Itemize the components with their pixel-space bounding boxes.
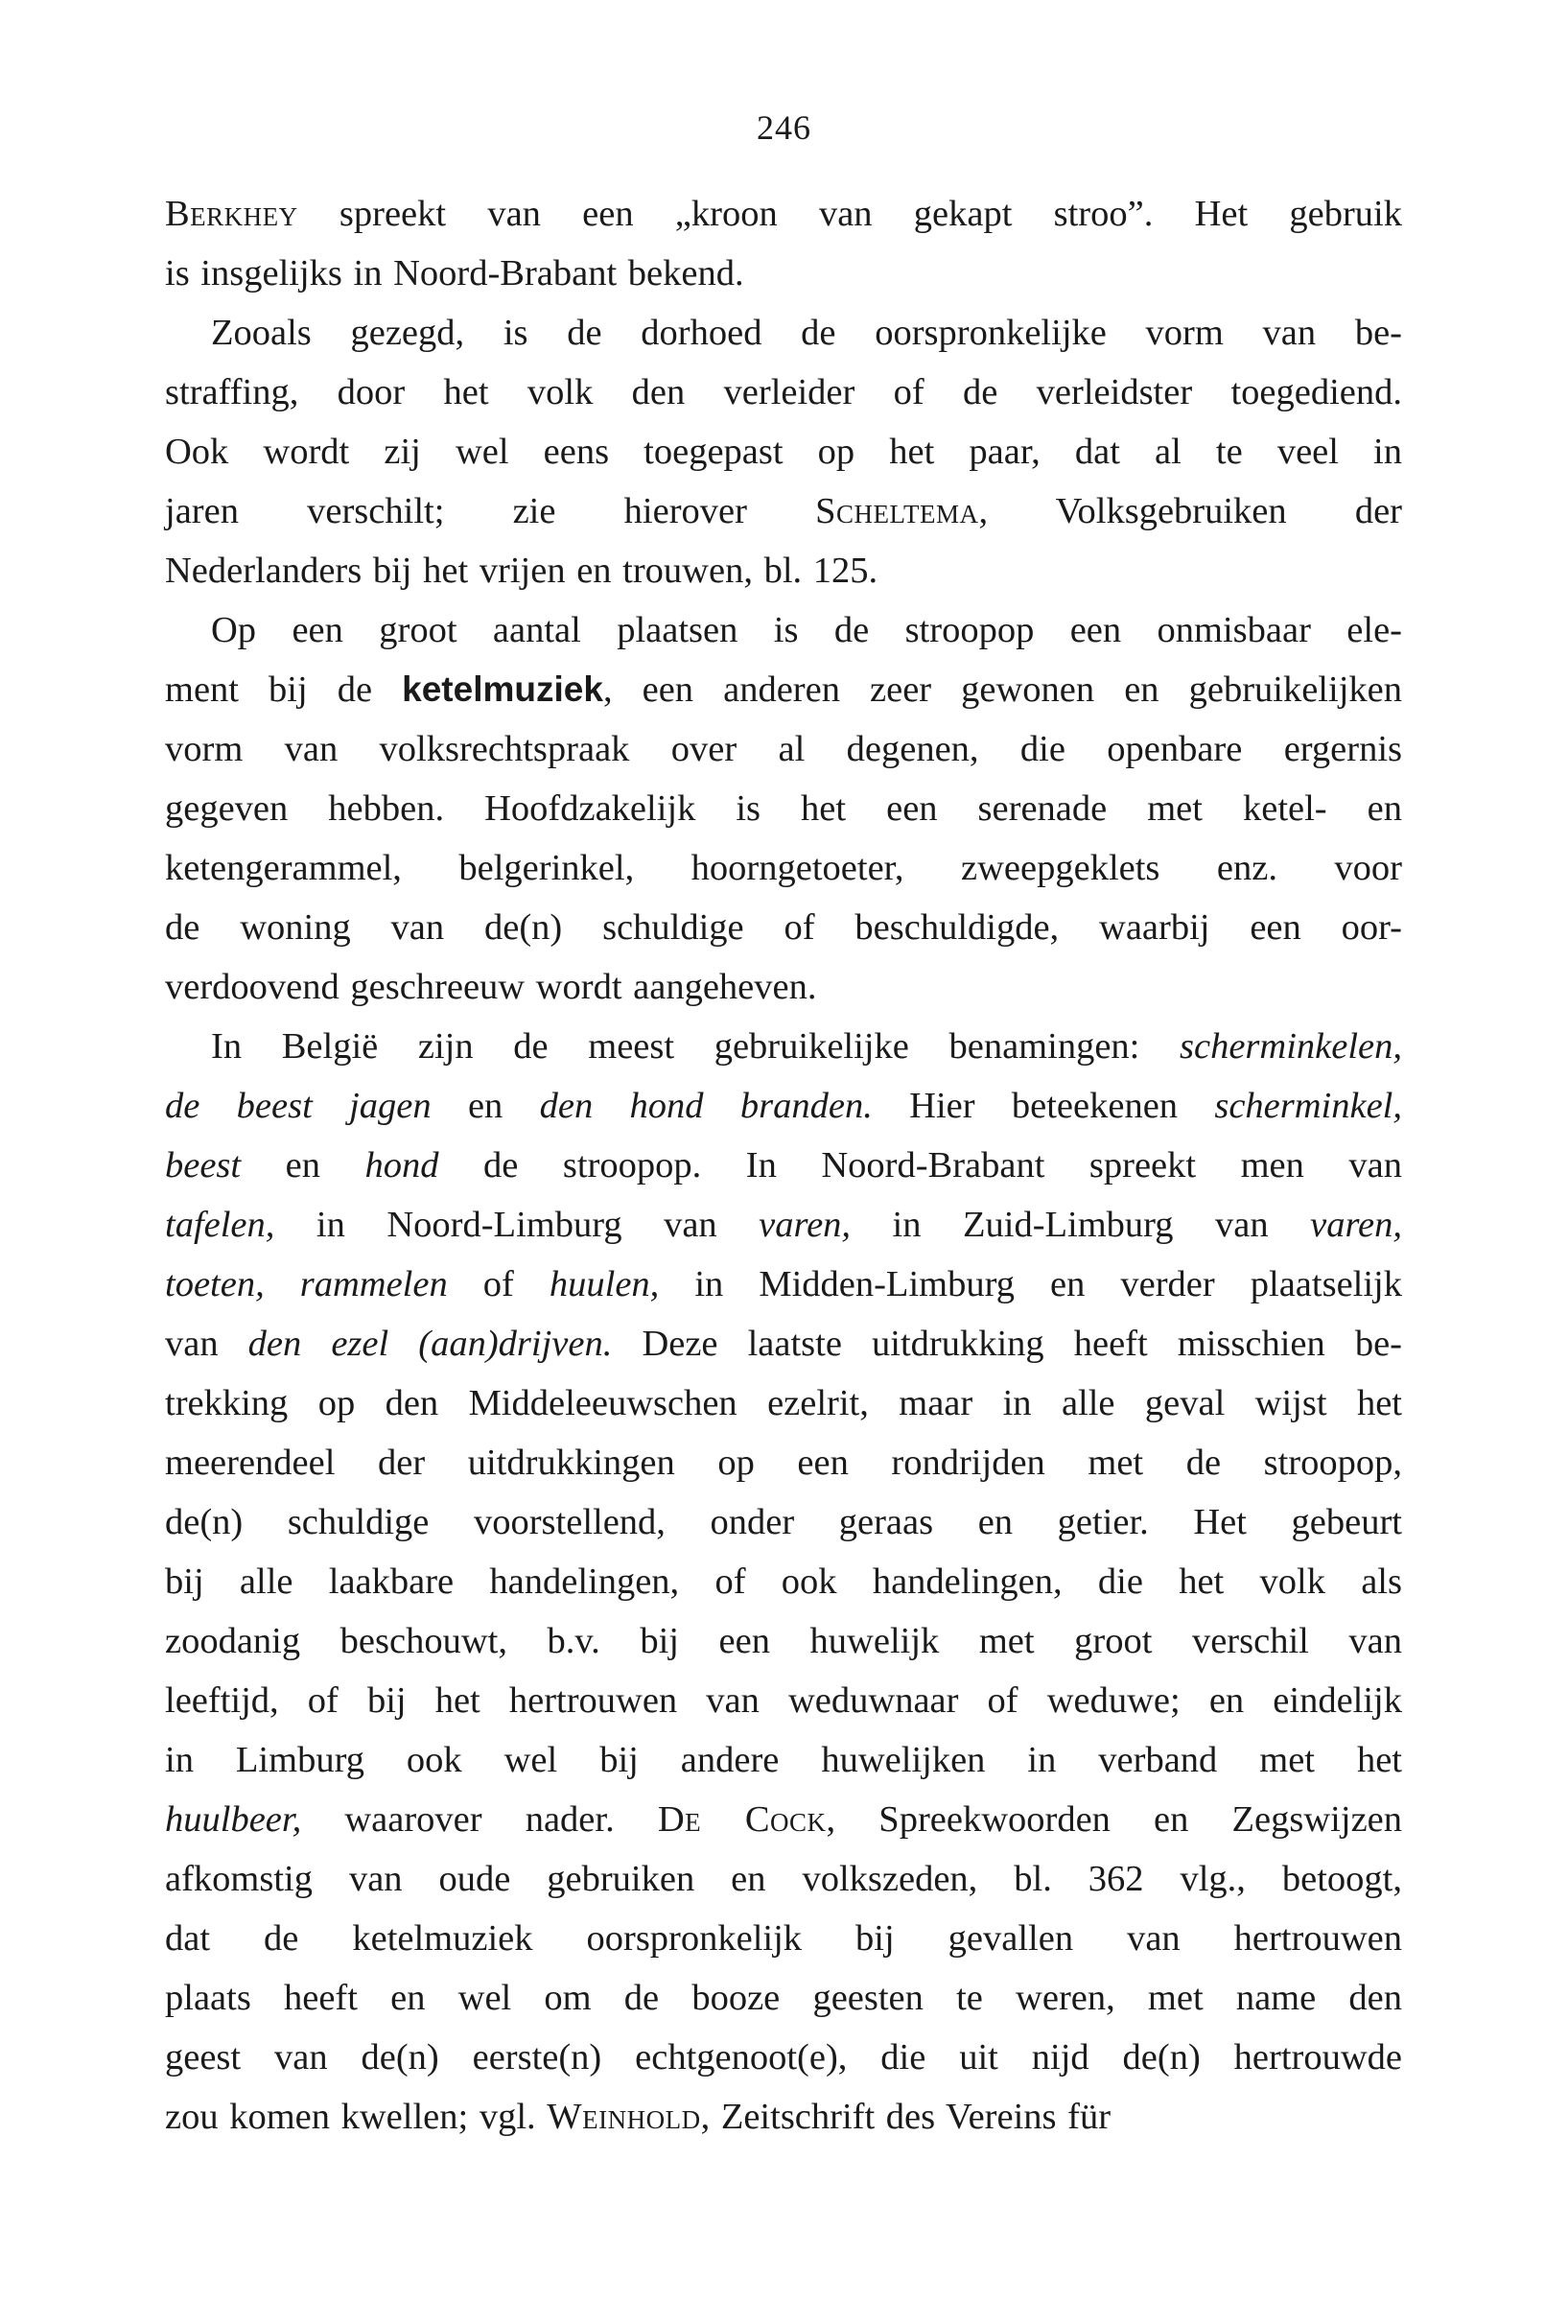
page-number: 246 [757, 108, 811, 147]
italic-term: de beest jagen [165, 1086, 432, 1126]
text-run: jaren verschilt; zie hierover [165, 491, 816, 531]
text-run: de woning van de(n) schuldige of beschuldigde, waarbij een oor- [165, 907, 1402, 948]
text-run: in Midden-Limburg en verder plaatselijk [659, 1264, 1402, 1304]
paragraph [165, 184, 1402, 303]
text-run: verdoovend geschreeuw wordt aangeheven. [165, 967, 817, 1007]
text-line [165, 244, 1402, 303]
text-run: trekking op den Middeleeuwschen ezelrit, maar in alle geval wijst het [165, 1383, 1402, 1423]
text-line [165, 600, 1402, 660]
text-line [165, 541, 1402, 600]
text-run: geest van de(n) eerste(n) echtgenoot(e), die uit nijd de(n) hertrouwde [165, 2037, 1402, 2078]
text-run: meerendeel der uitdrukkingen op een rondrijden met de stroopop, [165, 1443, 1402, 1483]
paragraph [165, 1017, 1402, 2147]
text-line [165, 1076, 1402, 1136]
italic-term: hond [364, 1145, 439, 1185]
author-name: Weinhold [547, 2097, 701, 2137]
italic-term: beest [165, 1145, 242, 1185]
italic-term: huulbeer, [165, 1799, 302, 1840]
text-run: en [241, 1145, 365, 1185]
bold-term: ketelmuziek [402, 669, 603, 709]
text-line [165, 2087, 1402, 2147]
text-run: Ook wordt zij wel eens toegepast op het paar, dat al te veel in [165, 432, 1402, 472]
text-line [165, 422, 1402, 481]
text-run: is insgelijks in Noord-Brabant bekend. [165, 253, 744, 293]
italic-term: scherminkel, [1214, 1086, 1402, 1126]
text-run: en [431, 1086, 540, 1126]
text-run: in Noord-Limburg van [274, 1205, 760, 1245]
text-run: van [165, 1324, 248, 1364]
text-line [165, 1017, 1402, 1076]
text-line [165, 1968, 1402, 2028]
italic-term: huulen, [549, 1264, 660, 1304]
text-line [165, 1136, 1402, 1195]
text-run: , Volksgebruiken der [978, 491, 1402, 531]
text-run: afkomstig van oude gebruiken en volkszeden, bl. 362 vlg., betoogt, [165, 1859, 1402, 1899]
text-run [265, 1264, 300, 1304]
italic-term: varen, [759, 1205, 852, 1245]
text-run: Nederlanders bij het vrijen en trouwen, bl. 125. [165, 551, 878, 591]
text-line [165, 898, 1402, 957]
text-run: Zooals gezegd, is de dorhoed de oorspronkelijke vorm van be- [211, 313, 1402, 353]
paragraph [165, 303, 1402, 600]
text-run: waarover nader. [301, 1799, 658, 1840]
text-line [165, 1730, 1402, 1790]
text-line [165, 303, 1402, 363]
text-line [165, 1373, 1402, 1433]
text-run: vorm van volksrechtspraak over al degenen, die openbare ergernis [165, 729, 1402, 769]
author-name: De Cock [657, 1799, 827, 1840]
text-line [165, 1790, 1402, 1849]
text-run: , Spreekwoorden en Zegswijzen [826, 1799, 1403, 1840]
text-run: gegeven hebben. Hoofdzakelijk is het een serenade met ketel- en [165, 788, 1402, 829]
italic-term: den hond branden. [539, 1086, 873, 1126]
text-run: in Zuid-Limburg van [851, 1205, 1311, 1245]
text-line [165, 1671, 1402, 1730]
text-line [165, 660, 1402, 719]
author-name: Scheltema [815, 491, 979, 531]
text-line [165, 1314, 1402, 1373]
text-line [165, 1492, 1402, 1552]
text-line [165, 1611, 1402, 1671]
text-line [165, 1255, 1402, 1314]
text-line [165, 1433, 1402, 1492]
text-run: de stroopop. In Noord-Brabant spreekt men van [438, 1145, 1402, 1185]
text-line [165, 719, 1402, 779]
paragraph [165, 600, 1402, 1017]
text-run: ketengerammel, belgerinkel, hoorngetoeter, zweepgeklets enz. voor [165, 848, 1402, 888]
text-line [165, 779, 1402, 838]
text-run: leeftijd, of bij het hertrouwen van weduwnaar of weduwe; en eindelijk [165, 1680, 1402, 1721]
text-run: ment bij de [165, 669, 403, 710]
italic-term: tafelen, [165, 1205, 275, 1245]
text-line [165, 1552, 1402, 1611]
text-run: Deze laatste uitdrukking heeft misschien be- [612, 1324, 1402, 1364]
text-run: zoodanig beschouwt, b.v. bij een huwelijk met groot verschil van [165, 1621, 1402, 1661]
author-name: Berkhey [165, 194, 298, 234]
text-line [165, 838, 1402, 898]
text-run: In België zijn de meest gebruikelijke benamingen: [211, 1026, 1181, 1067]
text-run: straffing, door het volk den verleider of de verleidster toegediend. [165, 372, 1402, 412]
italic-term: rammelen [299, 1264, 448, 1304]
text-run: spreekt van een „kroon van gekapt stroo”. Het gebruik [297, 194, 1402, 234]
text-run: de(n) schuldige voorstellend, onder geraas en getier. Het gebeurt [165, 1502, 1402, 1542]
text-line [165, 1849, 1402, 1909]
text-line [165, 1909, 1402, 1968]
text-run: zou komen kwellen; vgl. [165, 2097, 548, 2137]
text-line [165, 481, 1402, 541]
italic-term: den ezel (aan)drijven. [247, 1324, 613, 1364]
italic-term: toeten, [165, 1264, 265, 1304]
text-run: dat de ketelmuziek oorspronkelijk bij gevallen van hertrouwen [165, 1918, 1402, 1959]
text-line [165, 2028, 1402, 2087]
text-run: , een anderen zeer gewonen en gebruikelijken [602, 669, 1402, 710]
italic-term: varen, [1310, 1205, 1402, 1245]
italic-term: scherminkelen, [1180, 1026, 1402, 1067]
text-run: , Zeitschrift des Vereins für [700, 2097, 1112, 2137]
text-line [165, 363, 1402, 422]
text-run: in Limburg ook wel bij andere huwelijken in verband met het [165, 1740, 1402, 1780]
text-run: plaats heeft en wel om de booze geesten te weren, met name den [165, 1978, 1402, 2018]
text-run: bij alle laakbare handelingen, of ook handelingen, die het volk als [165, 1561, 1402, 1602]
text-line [165, 957, 1402, 1017]
text-run: Op een groot aantal plaatsen is de stroopop een onmisbaar ele- [211, 610, 1402, 650]
text-run: Hier beteekenen [872, 1086, 1215, 1126]
text-run: of [447, 1264, 550, 1304]
body-text [165, 184, 1402, 2147]
text-line [165, 1195, 1402, 1255]
text-line [165, 184, 1402, 244]
